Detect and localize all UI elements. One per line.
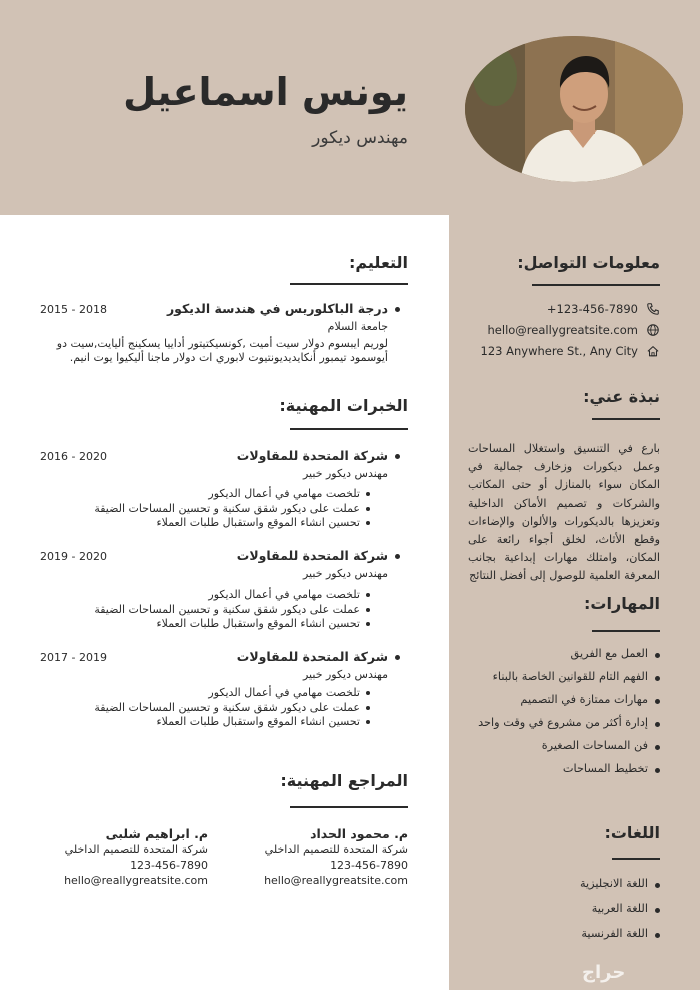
references-heading: المراجع المهنية: xyxy=(280,771,408,790)
education-bullet xyxy=(395,307,400,312)
education-dates: 2015 - 2018 xyxy=(40,303,107,316)
job-task: تلخصت مهامي في أعمال الديكور xyxy=(94,487,370,502)
about-text: بارع في التنسيق واستغلال المساحات وعمل ديكورات وزخارف جمالية في المكان سواء بالمنازل أو حتى المكاتب والشركات و تصميم الأماكن الداخلية وتعزيزها بالديكورات والألوان والإضاءات وقطع الأثاث، لخلق أجواء رائعة على المكان، وامتلك مهارات إبداعية بجانب المعرفة العلمية للوصول إلى أفضل النتائج xyxy=(468,442,660,583)
skill-item: فن المساحات الصغيرة xyxy=(478,739,660,752)
job-task: تحسين انشاء الموقع واستقبال طلبات العملاء xyxy=(94,516,370,531)
skills-heading-rule xyxy=(592,630,660,632)
reference-company: شركة المتحدة للتصميم الداخلي xyxy=(64,843,208,856)
job-role: مهندس ديكور خبير xyxy=(302,567,388,580)
job-task: عملت على ديكور شقق سكنية و تحسين المساحات الضيقة xyxy=(94,603,370,618)
reference-card xyxy=(264,825,408,889)
job-bullet xyxy=(395,554,400,559)
reference-name: م. محمود الحداد xyxy=(310,826,408,841)
skill-item: العمل مع الفريق xyxy=(478,647,660,660)
skill-item: إدارة أكثر من مشروع في وقت واحد xyxy=(478,716,660,729)
job-title: مهندس ديكور xyxy=(312,128,408,148)
reference-email[interactable]: hello@reallygreatsite.com xyxy=(264,874,408,887)
education-heading: التعليم: xyxy=(348,253,408,272)
job-dates: 2019 - 2020 xyxy=(40,550,107,563)
contact-phone[interactable]: +123-456-7890 xyxy=(546,302,638,316)
skill-item: الفهم التام للقوانين الخاصة بالبناء xyxy=(478,670,660,683)
experience-heading: الخبرات المهنية: xyxy=(279,396,408,415)
about-heading: نبذة عني: xyxy=(583,387,660,406)
languages-heading-rule xyxy=(612,858,660,860)
contact-address-row xyxy=(481,342,660,360)
job-task-list xyxy=(94,588,370,632)
profile-photo xyxy=(465,36,683,182)
job-task-list xyxy=(94,686,370,730)
contact-address: 123 Anywhere St., Any City xyxy=(480,344,638,358)
job-task: تلخصت مهامي في أعمال الديكور xyxy=(94,686,370,701)
person-name: يونس اسماعيل xyxy=(123,70,408,114)
skill-item: مهارات ممتازة في التصميم xyxy=(478,693,660,706)
job-task: تحسين انشاء الموقع واستقبال طلبات العملاء xyxy=(94,715,370,730)
education-description: لوريم ايبسوم دولار سيت أميت ,كونسيكتيتور أداييا يسكينج أليايت,سيت دو أيوسمود تيمبور أنكايديديونتيوت لابوري ات دولار ماجنا أليكيوا يوت انيم. xyxy=(56,337,388,364)
language-item: اللغة الفرنسية xyxy=(580,927,660,940)
language-item: اللغة العربية xyxy=(580,902,660,915)
job-dates: 2017 - 2019 xyxy=(40,651,107,664)
contact-heading: معلومات التواصل: xyxy=(517,253,660,272)
skill-item: تخطيط المساحات xyxy=(478,762,660,775)
phone-icon xyxy=(646,302,660,316)
job-task: تحسين انشاء الموقع واستقبال طلبات العملاء xyxy=(94,617,370,632)
job-task: عملت على ديكور شقق سكنية و تحسين المساحات الضيقة xyxy=(94,701,370,716)
education-school: جامعة السلام xyxy=(327,320,388,333)
reference-name: م. ابراهيم شلبى xyxy=(105,826,208,841)
profile-photo-illustration xyxy=(465,36,683,182)
job-bullet xyxy=(395,454,400,459)
contact-email[interactable]: hello@reallygreatsite.com xyxy=(487,323,638,337)
globe-icon xyxy=(646,323,660,337)
job-bullet xyxy=(395,655,400,660)
job-task: عملت على ديكور شقق سكنية و تحسين المساحات الضيقة xyxy=(94,502,370,517)
reference-phone[interactable]: 123-456-7890 xyxy=(130,858,208,872)
job-role: مهندس ديكور خبير xyxy=(302,668,388,681)
home-icon xyxy=(646,344,660,358)
experience-heading-rule xyxy=(290,428,408,430)
job-task-list xyxy=(94,487,370,531)
references-heading-rule xyxy=(290,806,408,808)
skills-heading: المهارات: xyxy=(584,594,660,613)
languages-heading: اللغات: xyxy=(604,823,660,842)
languages-list xyxy=(580,877,660,940)
watermark-logo: حراج xyxy=(582,962,626,983)
job-company: شركة المتحدة للمقاولات xyxy=(236,448,388,463)
reference-company: شركة المتحدة للتصميم الداخلي xyxy=(264,843,408,856)
about-heading-rule xyxy=(592,418,660,420)
contact-email-row xyxy=(488,321,660,339)
reference-email[interactable]: hello@reallygreatsite.com xyxy=(64,874,208,887)
job-role: مهندس ديكور خبير xyxy=(302,467,388,480)
job-company: شركة المتحدة للمقاولات xyxy=(236,649,388,664)
reference-card xyxy=(64,825,208,889)
skills-list xyxy=(478,647,660,775)
education-heading-rule xyxy=(290,283,408,285)
reference-phone[interactable]: 123-456-7890 xyxy=(330,858,408,872)
contact-heading-rule xyxy=(532,284,660,286)
language-item: اللغة الانجليزية xyxy=(580,877,660,890)
job-company: شركة المتحدة للمقاولات xyxy=(236,548,388,563)
job-dates: 2016 - 2020 xyxy=(40,450,107,463)
contact-phone-row xyxy=(547,300,660,318)
education-degree: درجة الباكلوريس في هندسة الديكور xyxy=(166,301,388,316)
job-task: تلخصت مهامي في أعمال الديكور xyxy=(94,588,370,603)
